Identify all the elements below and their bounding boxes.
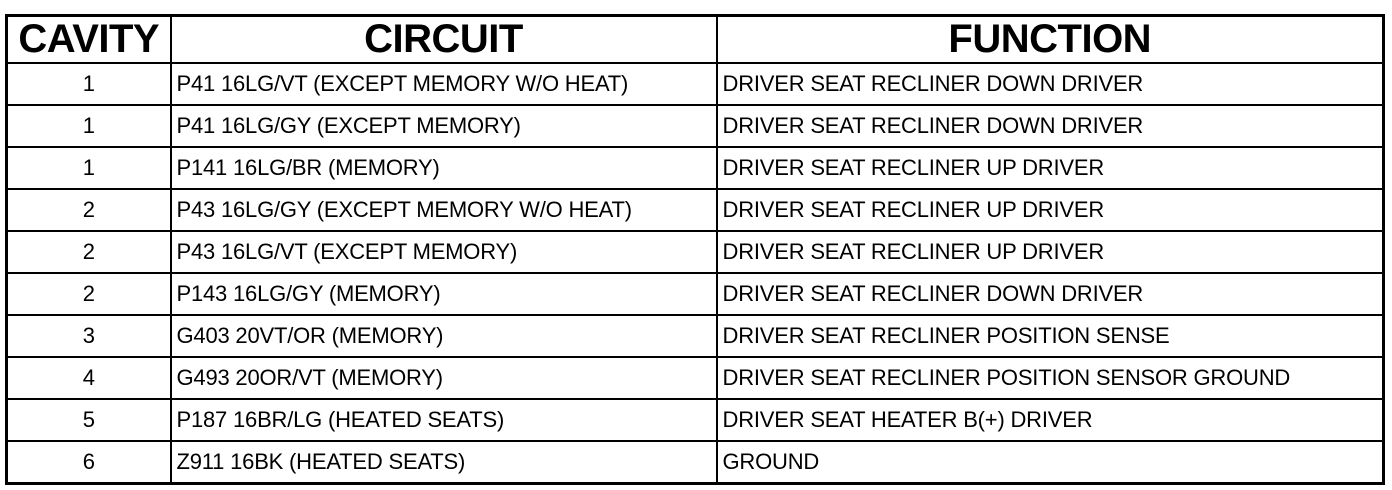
function-cell: DRIVER SEAT RECLINER DOWN DRIVER bbox=[717, 105, 1384, 147]
function-cell: GROUND bbox=[717, 441, 1384, 484]
header-row bbox=[7, 16, 1384, 64]
function-cell: DRIVER SEAT RECLINER DOWN DRIVER bbox=[717, 63, 1384, 105]
function-cell: DRIVER SEAT RECLINER DOWN DRIVER bbox=[717, 273, 1384, 315]
circuit-cell: P43 16LG/GY (EXCEPT MEMORY W/O HEAT) bbox=[171, 189, 717, 231]
table-row bbox=[7, 315, 1384, 357]
circuit-cell: Z911 16BK (HEATED SEATS) bbox=[171, 441, 717, 484]
function-cell: DRIVER SEAT RECLINER POSITION SENSOR GROUND bbox=[717, 357, 1384, 399]
circuit-cell: P141 16LG/BR (MEMORY) bbox=[171, 147, 717, 189]
function-cell: DRIVER SEAT HEATER B(+) DRIVER bbox=[717, 399, 1384, 441]
table-row bbox=[7, 273, 1384, 315]
circuit-cell: G493 20OR/VT (MEMORY) bbox=[171, 357, 717, 399]
table-row bbox=[7, 441, 1384, 484]
cavity-cell: 2 bbox=[7, 189, 171, 231]
function-cell: DRIVER SEAT RECLINER UP DRIVER bbox=[717, 189, 1384, 231]
table-row bbox=[7, 357, 1384, 399]
cavity-cell: 1 bbox=[7, 105, 171, 147]
cavity-cell: 5 bbox=[7, 399, 171, 441]
cavity-cell: 6 bbox=[7, 441, 171, 484]
cavity-cell: 4 bbox=[7, 357, 171, 399]
circuit-cell: G403 20VT/OR (MEMORY) bbox=[171, 315, 717, 357]
table-row bbox=[7, 63, 1384, 105]
table-row bbox=[7, 399, 1384, 441]
connector-pinout-table bbox=[5, 14, 1385, 485]
circuit-cell: P187 16BR/LG (HEATED SEATS) bbox=[171, 399, 717, 441]
circuit-cell: P143 16LG/GY (MEMORY) bbox=[171, 273, 717, 315]
cavity-cell: 3 bbox=[7, 315, 171, 357]
header-circuit: CIRCUIT bbox=[171, 16, 717, 64]
cavity-cell: 2 bbox=[7, 231, 171, 273]
circuit-cell: P41 16LG/GY (EXCEPT MEMORY) bbox=[171, 105, 717, 147]
cavity-cell: 1 bbox=[7, 63, 171, 105]
function-cell: DRIVER SEAT RECLINER POSITION SENSE bbox=[717, 315, 1384, 357]
circuit-cell: P41 16LG/VT (EXCEPT MEMORY W/O HEAT) bbox=[171, 63, 717, 105]
table-row bbox=[7, 147, 1384, 189]
table-row bbox=[7, 231, 1384, 273]
function-cell: DRIVER SEAT RECLINER UP DRIVER bbox=[717, 231, 1384, 273]
cavity-cell: 1 bbox=[7, 147, 171, 189]
table-row bbox=[7, 105, 1384, 147]
header-function: FUNCTION bbox=[717, 16, 1384, 64]
cavity-cell: 2 bbox=[7, 273, 171, 315]
header-cavity: CAVITY bbox=[7, 16, 171, 64]
circuit-cell: P43 16LG/VT (EXCEPT MEMORY) bbox=[171, 231, 717, 273]
table-row bbox=[7, 189, 1384, 231]
function-cell: DRIVER SEAT RECLINER UP DRIVER bbox=[717, 147, 1384, 189]
